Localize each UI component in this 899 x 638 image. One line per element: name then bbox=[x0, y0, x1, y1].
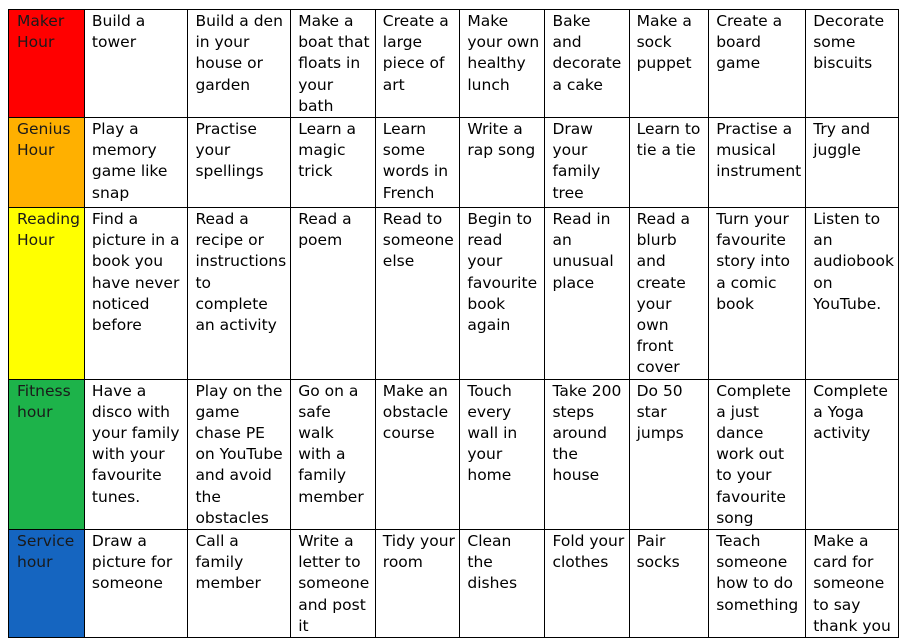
activity-cell: Write a letter to someone and post it bbox=[291, 530, 376, 638]
activity-cell: Clean the dishes bbox=[460, 530, 545, 638]
row-maker-hour bbox=[9, 10, 899, 118]
activity-cell: Write a rap song bbox=[460, 118, 545, 208]
activity-grid bbox=[8, 9, 899, 638]
activity-cell: Read a recipe or instructions to complete an activity bbox=[188, 208, 291, 380]
activity-cell: Build a den in your house or garden bbox=[188, 10, 291, 118]
row-label: Service hour bbox=[17, 532, 75, 572]
activity-cell: Create a large piece of art bbox=[375, 10, 460, 118]
activity-cell: Bake and decorate a cake bbox=[545, 10, 629, 118]
row-label-cell bbox=[9, 379, 85, 529]
activity-cell: Learn a magic trick bbox=[291, 118, 376, 208]
activity-cell: Learn to tie a tie bbox=[629, 118, 709, 208]
activity-cell: Play on the game chase PE on YouTube and avoid the obstacles bbox=[188, 379, 291, 529]
activity-cell: Make a card for someone to say thank you bbox=[806, 530, 899, 638]
activity-cell: Make your own healthy lunch bbox=[460, 10, 545, 118]
activity-cell: Take 200 steps around the house bbox=[545, 379, 629, 529]
activity-cell: Read to someone else bbox=[375, 208, 460, 380]
row-label: Fitness hour bbox=[17, 381, 71, 421]
activity-cell: Pair socks bbox=[629, 530, 709, 638]
activity-cell: Find a picture in a book you have never noticed before bbox=[84, 208, 188, 380]
activity-cell: Practise your spellings bbox=[188, 118, 291, 208]
activity-cell: Begin to read your favourite book again bbox=[460, 208, 545, 380]
row-label-cell bbox=[9, 530, 85, 638]
activity-cell: Read in an unusual place bbox=[545, 208, 629, 380]
activity-cell: Play a memory game like snap bbox=[84, 118, 188, 208]
activity-cell: Try and juggle bbox=[806, 118, 899, 208]
activity-cell: Draw your family tree bbox=[545, 118, 629, 208]
activity-cell: Read a blurb and create your own front cover bbox=[629, 208, 709, 380]
row-fitness-hour bbox=[9, 379, 899, 529]
activity-cell: Call a family member bbox=[188, 530, 291, 638]
row-label-cell bbox=[9, 118, 85, 208]
activity-cell: Do 50 star jumps bbox=[629, 379, 709, 529]
row-genius-hour bbox=[9, 118, 899, 208]
row-reading-hour bbox=[9, 208, 899, 380]
row-label: Reading Hour bbox=[17, 210, 80, 250]
activity-cell: Practise a musical instrument bbox=[709, 118, 806, 208]
activity-cell: Complete a Yoga activity bbox=[806, 379, 899, 529]
activity-cell: Draw a picture for someone bbox=[84, 530, 188, 638]
activity-cell: Read a poem bbox=[291, 208, 376, 380]
row-label-cell bbox=[9, 208, 85, 380]
row-label: Maker Hour bbox=[17, 12, 65, 52]
activity-grid-body bbox=[9, 10, 899, 638]
activity-cell: Touch every wall in your home bbox=[460, 379, 545, 529]
activity-cell: Make a boat that floats in your bath bbox=[291, 10, 376, 118]
activity-cell: Create a board game bbox=[709, 10, 806, 118]
activity-cell: Make an obstacle course bbox=[375, 379, 460, 529]
activity-cell: Go on a safe walk with a family member bbox=[291, 379, 376, 529]
row-label-cell bbox=[9, 10, 85, 118]
activity-cell: Listen to an audiobook on YouTube. bbox=[806, 208, 899, 380]
activity-cell: Turn your favourite story into a comic book bbox=[709, 208, 806, 380]
activity-cell: Make a sock puppet bbox=[629, 10, 709, 118]
row-service-hour bbox=[9, 530, 899, 638]
activity-cell: Learn some words in French bbox=[375, 118, 460, 208]
activity-cell: Decorate some biscuits bbox=[806, 10, 899, 118]
activity-cell: Tidy your room bbox=[375, 530, 460, 638]
activity-cell: Teach someone how to do something bbox=[709, 530, 806, 638]
activity-cell: Have a disco with your family with your favourite tunes. bbox=[84, 379, 188, 529]
activity-cell: Fold your clothes bbox=[545, 530, 629, 638]
row-label: Genius Hour bbox=[17, 120, 71, 160]
activity-cell: Build a tower bbox=[84, 10, 188, 118]
activity-cell: Complete a just dance work out to your favourite song bbox=[709, 379, 806, 529]
